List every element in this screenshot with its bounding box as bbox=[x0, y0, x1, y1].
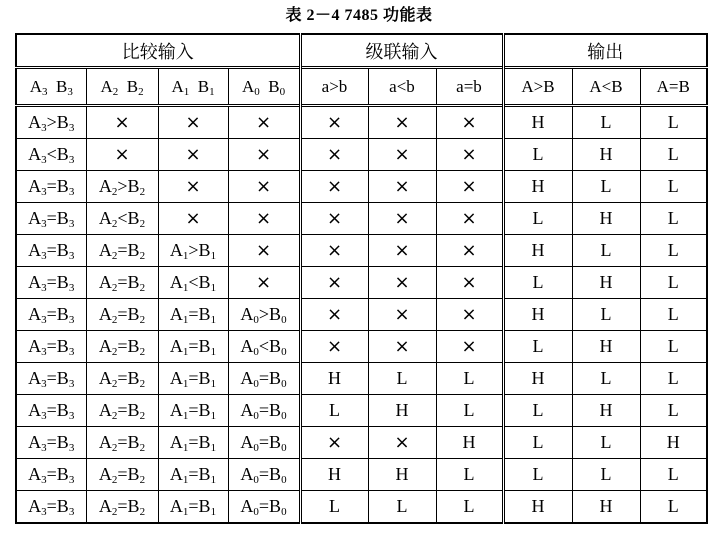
table-cell: $A_3<B_3$ bbox=[16, 139, 86, 171]
table-cell: L bbox=[640, 491, 707, 524]
table-cell: $A_2=B_2$ bbox=[86, 427, 158, 459]
column-header: a=b bbox=[436, 68, 503, 106]
table-cell: × bbox=[368, 235, 436, 267]
table-cell: H bbox=[368, 395, 436, 427]
table-cell: × bbox=[228, 106, 300, 139]
column-header: a<b bbox=[368, 68, 436, 106]
table-cell: $A_2=B_2$ bbox=[86, 331, 158, 363]
table-cell: L bbox=[572, 235, 640, 267]
table-cell: × bbox=[436, 267, 503, 299]
function-table-7485 bbox=[15, 33, 708, 524]
table-cell: $A_3=B_3$ bbox=[16, 363, 86, 395]
table-row bbox=[16, 459, 707, 491]
table-cell: L bbox=[503, 395, 572, 427]
table-cell: L bbox=[640, 331, 707, 363]
table-cell: L bbox=[436, 395, 503, 427]
table-cell: × bbox=[158, 139, 228, 171]
table-cell: $A_0=B_0$ bbox=[228, 363, 300, 395]
table-cell: $A_1=B_1$ bbox=[158, 459, 228, 491]
table-cell: × bbox=[368, 203, 436, 235]
table-cell: L bbox=[503, 427, 572, 459]
table-cell: × bbox=[300, 106, 368, 139]
table-cell: L bbox=[300, 395, 368, 427]
table-cell: $A_3>B_3$ bbox=[16, 106, 86, 139]
table-cell: × bbox=[436, 299, 503, 331]
table-cell: L bbox=[503, 203, 572, 235]
table-cell: $A_1=B_1$ bbox=[158, 363, 228, 395]
table-cell: L bbox=[640, 106, 707, 139]
table-cell: $A_2>B_2$ bbox=[86, 171, 158, 203]
table-cell: L bbox=[436, 363, 503, 395]
table-cell: $A_3=B_3$ bbox=[16, 459, 86, 491]
table-cell: H bbox=[300, 363, 368, 395]
column-header: $A_1$ $B_1$ bbox=[158, 68, 228, 106]
table-cell: L bbox=[503, 331, 572, 363]
table-cell: $A_2=B_2$ bbox=[86, 491, 158, 524]
column-header-row bbox=[16, 68, 707, 106]
table-cell: × bbox=[368, 331, 436, 363]
table-row bbox=[16, 331, 707, 363]
column-header: $A_0$ $B_0$ bbox=[228, 68, 300, 106]
table-cell: × bbox=[228, 235, 300, 267]
table-cell: $A_1=B_1$ bbox=[158, 331, 228, 363]
group-header-row bbox=[16, 34, 707, 68]
group-outputs: 输出 bbox=[503, 34, 707, 68]
table-cell: L bbox=[572, 299, 640, 331]
table-row bbox=[16, 203, 707, 235]
table-cell: $A_1=B_1$ bbox=[158, 299, 228, 331]
table-cell: L bbox=[300, 491, 368, 524]
table-cell: H bbox=[572, 139, 640, 171]
column-header: A<B bbox=[572, 68, 640, 106]
column-header: a>b bbox=[300, 68, 368, 106]
table-cell: L bbox=[640, 203, 707, 235]
table-cell: $A_0=B_0$ bbox=[228, 395, 300, 427]
table-cell: L bbox=[436, 459, 503, 491]
table-body bbox=[16, 106, 707, 524]
table-cell: H bbox=[503, 235, 572, 267]
table-cell: H bbox=[572, 331, 640, 363]
table-cell: H bbox=[503, 491, 572, 524]
table-cell: L bbox=[640, 267, 707, 299]
table-cell: L bbox=[640, 459, 707, 491]
column-header: A=B bbox=[640, 68, 707, 106]
table-cell: × bbox=[300, 203, 368, 235]
table-cell: × bbox=[86, 139, 158, 171]
table-cell: H bbox=[572, 203, 640, 235]
table-cell: H bbox=[503, 171, 572, 203]
table-cell: × bbox=[158, 106, 228, 139]
table-cell: H bbox=[368, 459, 436, 491]
table-cell: $A_2=B_2$ bbox=[86, 299, 158, 331]
table-cell: $A_2=B_2$ bbox=[86, 235, 158, 267]
column-header: $A_2$ $B_2$ bbox=[86, 68, 158, 106]
table-cell: × bbox=[436, 171, 503, 203]
table-cell: $A_3=B_3$ bbox=[16, 171, 86, 203]
table-cell: L bbox=[572, 171, 640, 203]
table-cell: $A_1>B_1$ bbox=[158, 235, 228, 267]
table-cell: $A_1=B_1$ bbox=[158, 395, 228, 427]
table-cell: × bbox=[228, 171, 300, 203]
table-cell: L bbox=[572, 363, 640, 395]
table-cell: L bbox=[436, 491, 503, 524]
table-cell: $A_2=B_2$ bbox=[86, 395, 158, 427]
table-row bbox=[16, 299, 707, 331]
table-cell: × bbox=[158, 171, 228, 203]
table-cell: L bbox=[640, 363, 707, 395]
table-cell: × bbox=[436, 203, 503, 235]
table-cell: $A_3=B_3$ bbox=[16, 235, 86, 267]
table-cell: L bbox=[640, 171, 707, 203]
table-cell: × bbox=[368, 139, 436, 171]
table-cell: L bbox=[572, 427, 640, 459]
table-row bbox=[16, 235, 707, 267]
table-cell: $A_2=B_2$ bbox=[86, 267, 158, 299]
table-cell: × bbox=[228, 139, 300, 171]
table-cell: × bbox=[300, 267, 368, 299]
table-cell: × bbox=[228, 267, 300, 299]
table-cell: $A_0<B_0$ bbox=[228, 331, 300, 363]
table-row bbox=[16, 106, 707, 139]
table-cell: H bbox=[503, 363, 572, 395]
table-cell: × bbox=[300, 299, 368, 331]
table-cell: × bbox=[300, 171, 368, 203]
table-cell: × bbox=[368, 171, 436, 203]
table-cell: $A_3=B_3$ bbox=[16, 299, 86, 331]
table-cell: × bbox=[368, 427, 436, 459]
table-cell: × bbox=[228, 203, 300, 235]
table-cell: × bbox=[368, 299, 436, 331]
group-cascade-inputs: 级联输入 bbox=[300, 34, 503, 68]
table-cell: × bbox=[86, 106, 158, 139]
table-cell: $A_2=B_2$ bbox=[86, 363, 158, 395]
table-cell: $A_1=B_1$ bbox=[158, 427, 228, 459]
table-cell: × bbox=[436, 235, 503, 267]
table-row bbox=[16, 363, 707, 395]
table-cell: $A_3=B_3$ bbox=[16, 267, 86, 299]
table-cell: $A_0=B_0$ bbox=[228, 427, 300, 459]
table-cell: × bbox=[300, 331, 368, 363]
table-cell: L bbox=[368, 491, 436, 524]
table-cell: L bbox=[503, 267, 572, 299]
table-cell: L bbox=[368, 363, 436, 395]
table-cell: L bbox=[640, 299, 707, 331]
table-cell: L bbox=[640, 395, 707, 427]
table-cell: H bbox=[572, 267, 640, 299]
table-row bbox=[16, 171, 707, 203]
table-row bbox=[16, 427, 707, 459]
table-cell: L bbox=[640, 235, 707, 267]
table-row bbox=[16, 491, 707, 524]
group-compare-inputs: 比较输入 bbox=[16, 34, 300, 68]
table-row bbox=[16, 395, 707, 427]
table-cell: $A_0=B_0$ bbox=[228, 491, 300, 524]
table-cell: $A_3=B_3$ bbox=[16, 427, 86, 459]
table-cell: L bbox=[572, 459, 640, 491]
table-cell: H bbox=[640, 427, 707, 459]
table-cell: × bbox=[158, 203, 228, 235]
table-cell: × bbox=[436, 106, 503, 139]
table-cell: $A_0=B_0$ bbox=[228, 459, 300, 491]
table-cell: $A_2=B_2$ bbox=[86, 459, 158, 491]
table-cell: H bbox=[572, 395, 640, 427]
table-cell: $A_3=B_3$ bbox=[16, 491, 86, 524]
table-caption: 表 2－4 7485 功能表 bbox=[285, 7, 433, 24]
table-cell: $A_1<B_1$ bbox=[158, 267, 228, 299]
table-row bbox=[16, 139, 707, 171]
table-cell: × bbox=[300, 235, 368, 267]
table-cell: $A_2<B_2$ bbox=[86, 203, 158, 235]
table-cell: × bbox=[436, 331, 503, 363]
table-cell: × bbox=[368, 267, 436, 299]
table-cell: $A_3=B_3$ bbox=[16, 203, 86, 235]
table-cell: $A_1=B_1$ bbox=[158, 491, 228, 524]
column-header: A>B bbox=[503, 68, 572, 106]
table-row bbox=[16, 267, 707, 299]
table-cell: L bbox=[503, 139, 572, 171]
table-cell: H bbox=[503, 299, 572, 331]
table-cell: × bbox=[436, 139, 503, 171]
table-cell: L bbox=[572, 106, 640, 139]
table-cell: × bbox=[300, 427, 368, 459]
table-cell: H bbox=[436, 427, 503, 459]
table-cell: $A_3=B_3$ bbox=[16, 395, 86, 427]
column-header: $A_3$ $B_3$ bbox=[16, 68, 86, 106]
table-cell: × bbox=[368, 106, 436, 139]
table-cell: × bbox=[300, 139, 368, 171]
table-cell: $A_3=B_3$ bbox=[16, 331, 86, 363]
table-cell: H bbox=[300, 459, 368, 491]
table-cell: $A_0>B_0$ bbox=[228, 299, 300, 331]
table-cell: L bbox=[503, 459, 572, 491]
table-cell: L bbox=[640, 139, 707, 171]
table-cell: H bbox=[572, 491, 640, 524]
table-cell: H bbox=[503, 106, 572, 139]
